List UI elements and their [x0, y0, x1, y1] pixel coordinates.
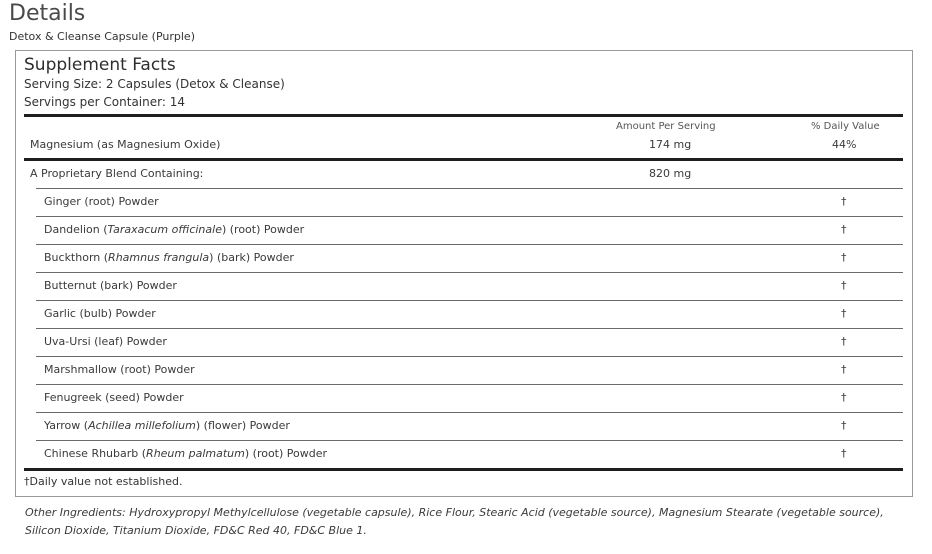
blend-name: A Proprietary Blend Containing: — [30, 167, 204, 180]
ingredient-daily-value: † — [841, 363, 847, 376]
magnesium-amount: 174 mg — [649, 138, 692, 151]
ingredient-latin-name: Rheum palmatum — [146, 447, 245, 460]
ingredient-daily-value: † — [841, 447, 847, 460]
ingredient-daily-value: † — [841, 307, 847, 320]
ingredient-latin-name: Rhamnus frangula — [108, 251, 210, 264]
ingredient-daily-value: † — [841, 223, 847, 236]
page-title: Details — [9, 1, 86, 26]
other-ingredients: Other Ingredients: Hydroxypropyl Methylcellulose (vegetable capsule), Rice Flour, Stearic Acid (vegetable source), Magnesium Stearate (vegetable source), Silicon Dioxide, Titanium Dioxide, FD&C Red 40, FD&C Blue 1. — [25, 506, 884, 537]
ingredient-part-text: ) (root) Powder — [221, 223, 305, 236]
magnesium-name: Magnesium (as Magnesium Oxide) — [30, 138, 221, 151]
ingredient-name — [44, 335, 167, 349]
ingredient-daily-value: † — [841, 335, 847, 348]
row-divider — [36, 440, 903, 441]
thick-divider — [24, 158, 903, 161]
ingredient-daily-value: † — [841, 391, 847, 404]
ingredient-daily-value: † — [841, 195, 847, 208]
ingredient-daily-value: † — [841, 279, 847, 292]
ingredient-name — [44, 363, 195, 377]
ingredient-name-text: Ginger (root) Powder — [44, 195, 159, 208]
row-divider — [36, 328, 903, 329]
ingredient-name-text: Garlic (bulb) Powder — [44, 307, 156, 320]
blend-amount: 820 mg — [649, 167, 692, 180]
ingredient-name — [44, 251, 294, 265]
row-divider — [36, 188, 903, 189]
servings-per-container: Servings per Container: 14 — [24, 95, 185, 109]
row-divider — [36, 356, 903, 357]
ingredient-name-text: Chinese Rhubarb ( — [44, 447, 147, 460]
ingredient-name-text: Marshmallow (root) Powder — [44, 363, 195, 376]
magnesium-daily-value: 44% — [832, 138, 857, 151]
thick-divider — [24, 468, 903, 471]
thick-divider — [24, 114, 903, 117]
row-divider — [36, 216, 903, 217]
ingredient-name — [44, 419, 290, 433]
row-divider — [36, 244, 903, 245]
daily-value-header: % Daily Value — [811, 121, 880, 132]
amount-per-serving-header: Amount Per Serving — [616, 121, 716, 132]
ingredient-part-text: ) (bark) Powder — [209, 251, 294, 264]
ingredient-part-text: ) (flower) Powder — [195, 419, 290, 432]
supplement-facts-panel — [15, 50, 913, 497]
ingredient-latin-name: Achillea millefolium — [88, 419, 196, 432]
ingredient-name-text: Fenugreek (seed) Powder — [44, 391, 184, 404]
ingredient-name-text: Yarrow ( — [44, 419, 89, 432]
ingredient-latin-name: Taraxacum officinale — [107, 223, 222, 236]
ingredient-name — [44, 223, 304, 237]
row-divider — [36, 300, 903, 301]
ingredient-daily-value: † — [841, 251, 847, 264]
row-divider — [36, 272, 903, 273]
footnote: †Daily value not established. — [24, 475, 183, 488]
product-name: Detox & Cleanse Capsule (Purple) — [9, 30, 195, 43]
ingredient-name — [44, 307, 156, 321]
ingredient-name-text: Dandelion ( — [44, 223, 108, 236]
ingredient-part-text: ) (root) Powder — [244, 447, 328, 460]
ingredient-name — [44, 391, 184, 405]
row-divider — [36, 412, 903, 413]
ingredient-name — [44, 195, 159, 209]
ingredient-name-text: Butternut (bark) Powder — [44, 279, 177, 292]
facts-title: Supplement Facts — [24, 55, 176, 75]
serving-size: Serving Size: 2 Capsules (Detox & Cleanse) — [24, 77, 285, 91]
ingredient-daily-value: † — [841, 419, 847, 432]
ingredient-name-text: Buckthorn ( — [44, 251, 109, 264]
ingredient-name-text: Uva-Ursi (leaf) Powder — [44, 335, 167, 348]
ingredient-name — [44, 447, 327, 461]
row-divider — [36, 384, 903, 385]
ingredient-name — [44, 279, 177, 293]
